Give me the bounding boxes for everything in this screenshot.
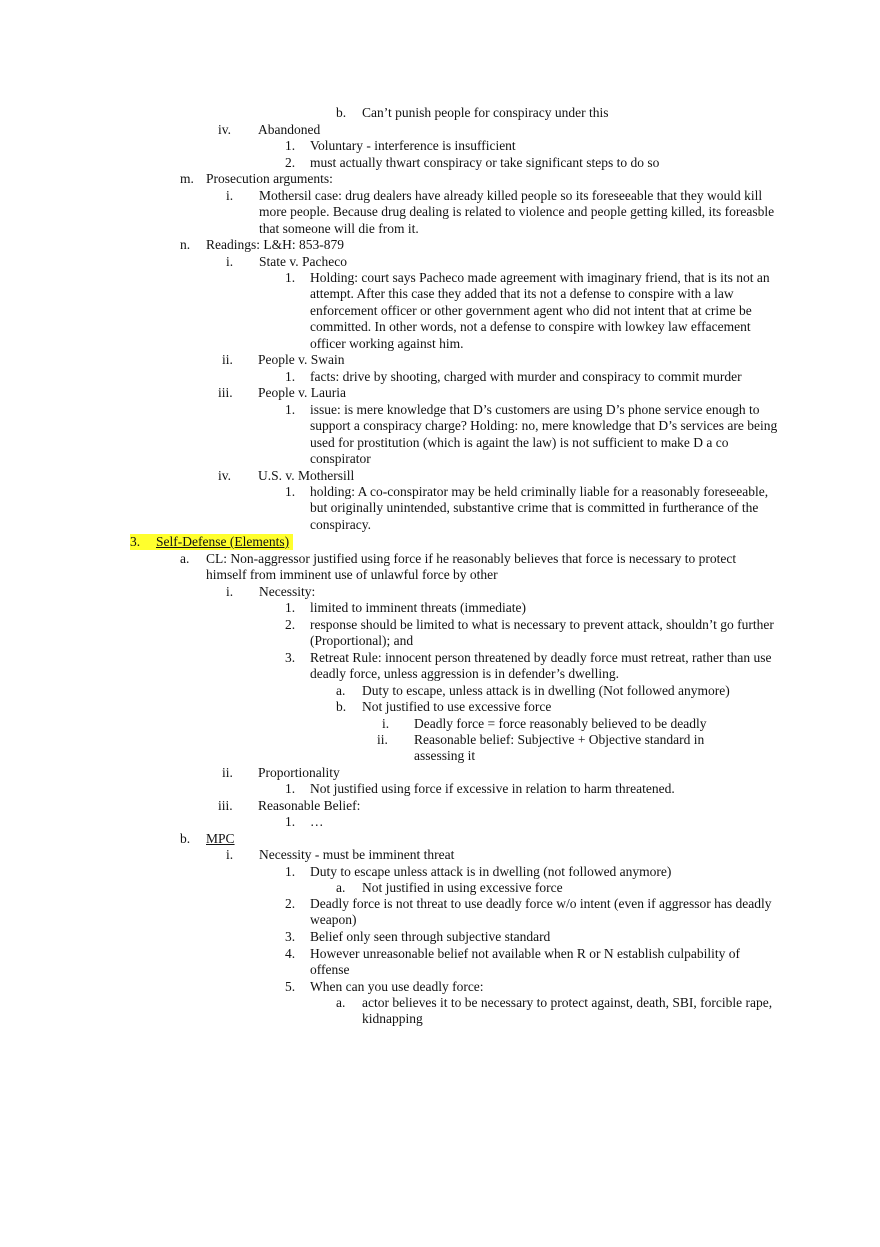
list-marker: 1. <box>285 484 296 499</box>
list-item-text: response should be limited to what is necessary to prevent attack, shouldn’t go further (Proportional); and <box>310 617 774 649</box>
list-marker: 5. <box>285 979 296 994</box>
outline-item <box>0 880 880 897</box>
outline-item <box>0 551 880 583</box>
list-marker: 2. <box>285 155 296 170</box>
list-item-text: Prosecution arguments: <box>206 171 333 186</box>
list-marker: a. <box>336 995 346 1010</box>
outline-item <box>0 946 880 978</box>
outline-item <box>0 468 880 485</box>
list-item-text: When can you use deadly force: <box>310 979 484 994</box>
outline-item <box>0 716 880 733</box>
outline-item <box>0 798 880 815</box>
list-item-text: Not justified to use excessive force <box>362 699 552 714</box>
outline-item <box>0 584 880 601</box>
outline-item <box>0 847 880 864</box>
list-marker: m. <box>180 171 194 186</box>
list-marker: b. <box>180 831 191 846</box>
outline-item <box>0 765 880 782</box>
list-marker: 4. <box>285 946 296 961</box>
list-item-text: U.S. v. Mothersill <box>258 468 355 483</box>
outline-item <box>0 896 880 928</box>
list-item-text: Can’t punish people for conspiracy under this <box>362 105 609 120</box>
list-item-text: Abandoned <box>258 122 321 137</box>
outline-item <box>0 254 880 271</box>
list-marker: i. <box>382 716 390 731</box>
list-item-text: Duty to escape, unless attack is in dwelling (Not followed anymore) <box>362 683 730 698</box>
list-item-text: … <box>310 814 324 829</box>
list-marker: iv. <box>218 122 231 137</box>
list-marker: 2. <box>285 617 296 632</box>
list-item-text: holding: A co-conspirator may be held criminally liable for a reasonably foreseeable, but originally unintended, substantive crime that is committed in furtherance of the conspiracy. <box>310 484 769 532</box>
list-marker: a. <box>180 551 190 566</box>
list-marker: n. <box>180 237 191 252</box>
list-item-text: CL: Non-aggressor justified using force if he reasonably believes that force is necessary to protect himself from imminent use of unlawful force by other <box>206 551 737 583</box>
outline-item <box>0 105 880 122</box>
list-marker: 2. <box>285 896 296 911</box>
outline-item <box>0 732 880 764</box>
list-item-text: Reasonable Belief: <box>258 798 361 813</box>
list-item-text: However unreasonable belief not available when R or N establish culpability of offense <box>310 946 740 978</box>
outline-item <box>0 237 880 254</box>
outline-item <box>0 929 880 946</box>
list-marker: ii. <box>222 352 233 367</box>
outline-item <box>0 188 880 236</box>
list-marker: a. <box>336 880 346 895</box>
outline-item <box>0 138 880 155</box>
list-marker: i. <box>226 188 234 203</box>
list-marker: 1. <box>285 270 296 285</box>
outline-item <box>0 683 880 700</box>
subsection-title: MPC <box>206 831 235 846</box>
list-item-text: Proportionality <box>258 765 340 780</box>
list-item-text: People v. Lauria <box>258 385 346 400</box>
outline-item <box>0 369 880 386</box>
list-item-text: Deadly force is not threat to use deadly force w/o intent (even if aggressor has deadly weapon) <box>310 896 772 928</box>
outline-item <box>0 995 880 1027</box>
list-marker: iv. <box>218 468 231 483</box>
list-marker: ii. <box>222 765 233 780</box>
outline-item <box>0 617 880 649</box>
list-item-text: Voluntary - interference is insufficient <box>310 138 516 153</box>
list-item-text: facts: drive by shooting, charged with murder and conspiracy to commit murder <box>310 369 742 384</box>
list-item-text: actor believes it to be necessary to protect against, death, SBI, forcible rape, kidnapping <box>362 995 773 1027</box>
outline-item <box>0 352 880 369</box>
outline-item <box>0 270 880 351</box>
outline-item <box>0 402 880 467</box>
list-marker: i. <box>226 584 234 599</box>
outline-item <box>0 831 880 848</box>
outline-item <box>0 650 880 682</box>
list-marker: 1. <box>285 402 296 417</box>
list-item-text: limited to imminent threats (immediate) <box>310 600 526 615</box>
list-marker: 3. <box>285 650 296 665</box>
list-item-text: issue: is mere knowledge that D’s customers are using D’s phone service enough to support a conspiracy charge? Holding: no, mere knowledge that D’s services are being used for prostitution (which is againt the law) is not sufficient to make D a co conspirator <box>310 402 778 467</box>
list-item-text: People v. Swain <box>258 352 345 367</box>
list-marker: ii. <box>377 732 388 747</box>
outline-item <box>0 171 880 188</box>
section-title: Self-Defense (Elements) <box>156 534 293 550</box>
outline-item <box>0 122 880 139</box>
list-item-text: Duty to escape unless attack is in dwelling (not followed anymore) <box>310 864 672 879</box>
list-marker: 1. <box>285 369 296 384</box>
list-marker: 1. <box>285 864 296 879</box>
outline-item <box>0 385 880 402</box>
list-item-text: must actually thwart conspiracy or take significant steps to do so <box>310 155 660 170</box>
list-marker: 3. <box>285 929 296 944</box>
list-marker: b. <box>336 699 347 714</box>
list-marker: iii. <box>218 385 233 400</box>
outline-item <box>0 979 880 996</box>
outline-item <box>0 600 880 617</box>
list-item-text: State v. Pacheco <box>259 254 347 269</box>
outline-item <box>0 781 880 798</box>
list-item-text: Necessity: <box>259 584 316 599</box>
section-number: 3. <box>130 534 156 550</box>
list-item-text: Necessity - must be imminent threat <box>259 847 455 862</box>
outline-item <box>0 814 880 831</box>
list-marker: 1. <box>285 781 296 796</box>
list-item-text: Readings: L&H: 853-879 <box>206 237 344 252</box>
list-marker: 1. <box>285 600 296 615</box>
list-item-text: Not justified in using excessive force <box>362 880 563 895</box>
section-heading <box>0 534 880 551</box>
outline-item <box>0 155 880 172</box>
list-item-text: Deadly force = force reasonably believed to be deadly <box>414 716 707 731</box>
list-item-text: Not justified using force if excessive in relation to harm threatened. <box>310 781 675 796</box>
list-item-text: Mothersil case: drug dealers have already killed people so its foreseeable that they would kill more people. Because drug dealing is related to violence and people getting killed, its foreasble that someone will die from it. <box>259 188 775 236</box>
list-item-text: Holding: court says Pacheco made agreement with imaginary friend, that is its not an attempt. After this case they added that its not a defense to conspire with a law enforcement officer or other government agent who did not intent that at crime be committed. In other words, not a defense to conspire with lowkey law effacement officer working against him. <box>310 270 770 351</box>
list-marker: i. <box>226 847 234 862</box>
outline-item <box>0 699 880 716</box>
list-item-text: Reasonable belief: Subjective + Objective standard in assessing it <box>414 732 705 764</box>
list-marker: b. <box>336 105 347 120</box>
list-marker: 1. <box>285 138 296 153</box>
list-marker: i. <box>226 254 234 269</box>
outline-item <box>0 864 880 881</box>
list-item-text: Belief only seen through subjective standard <box>310 929 551 944</box>
list-marker: 1. <box>285 814 296 829</box>
list-item-text: Retreat Rule: innocent person threatened by deadly force must retreat, rather than use deadly force, unless aggression is in defender’s dwelling. <box>310 650 772 682</box>
list-marker: a. <box>336 683 346 698</box>
outline-item <box>0 484 880 532</box>
list-marker: iii. <box>218 798 233 813</box>
